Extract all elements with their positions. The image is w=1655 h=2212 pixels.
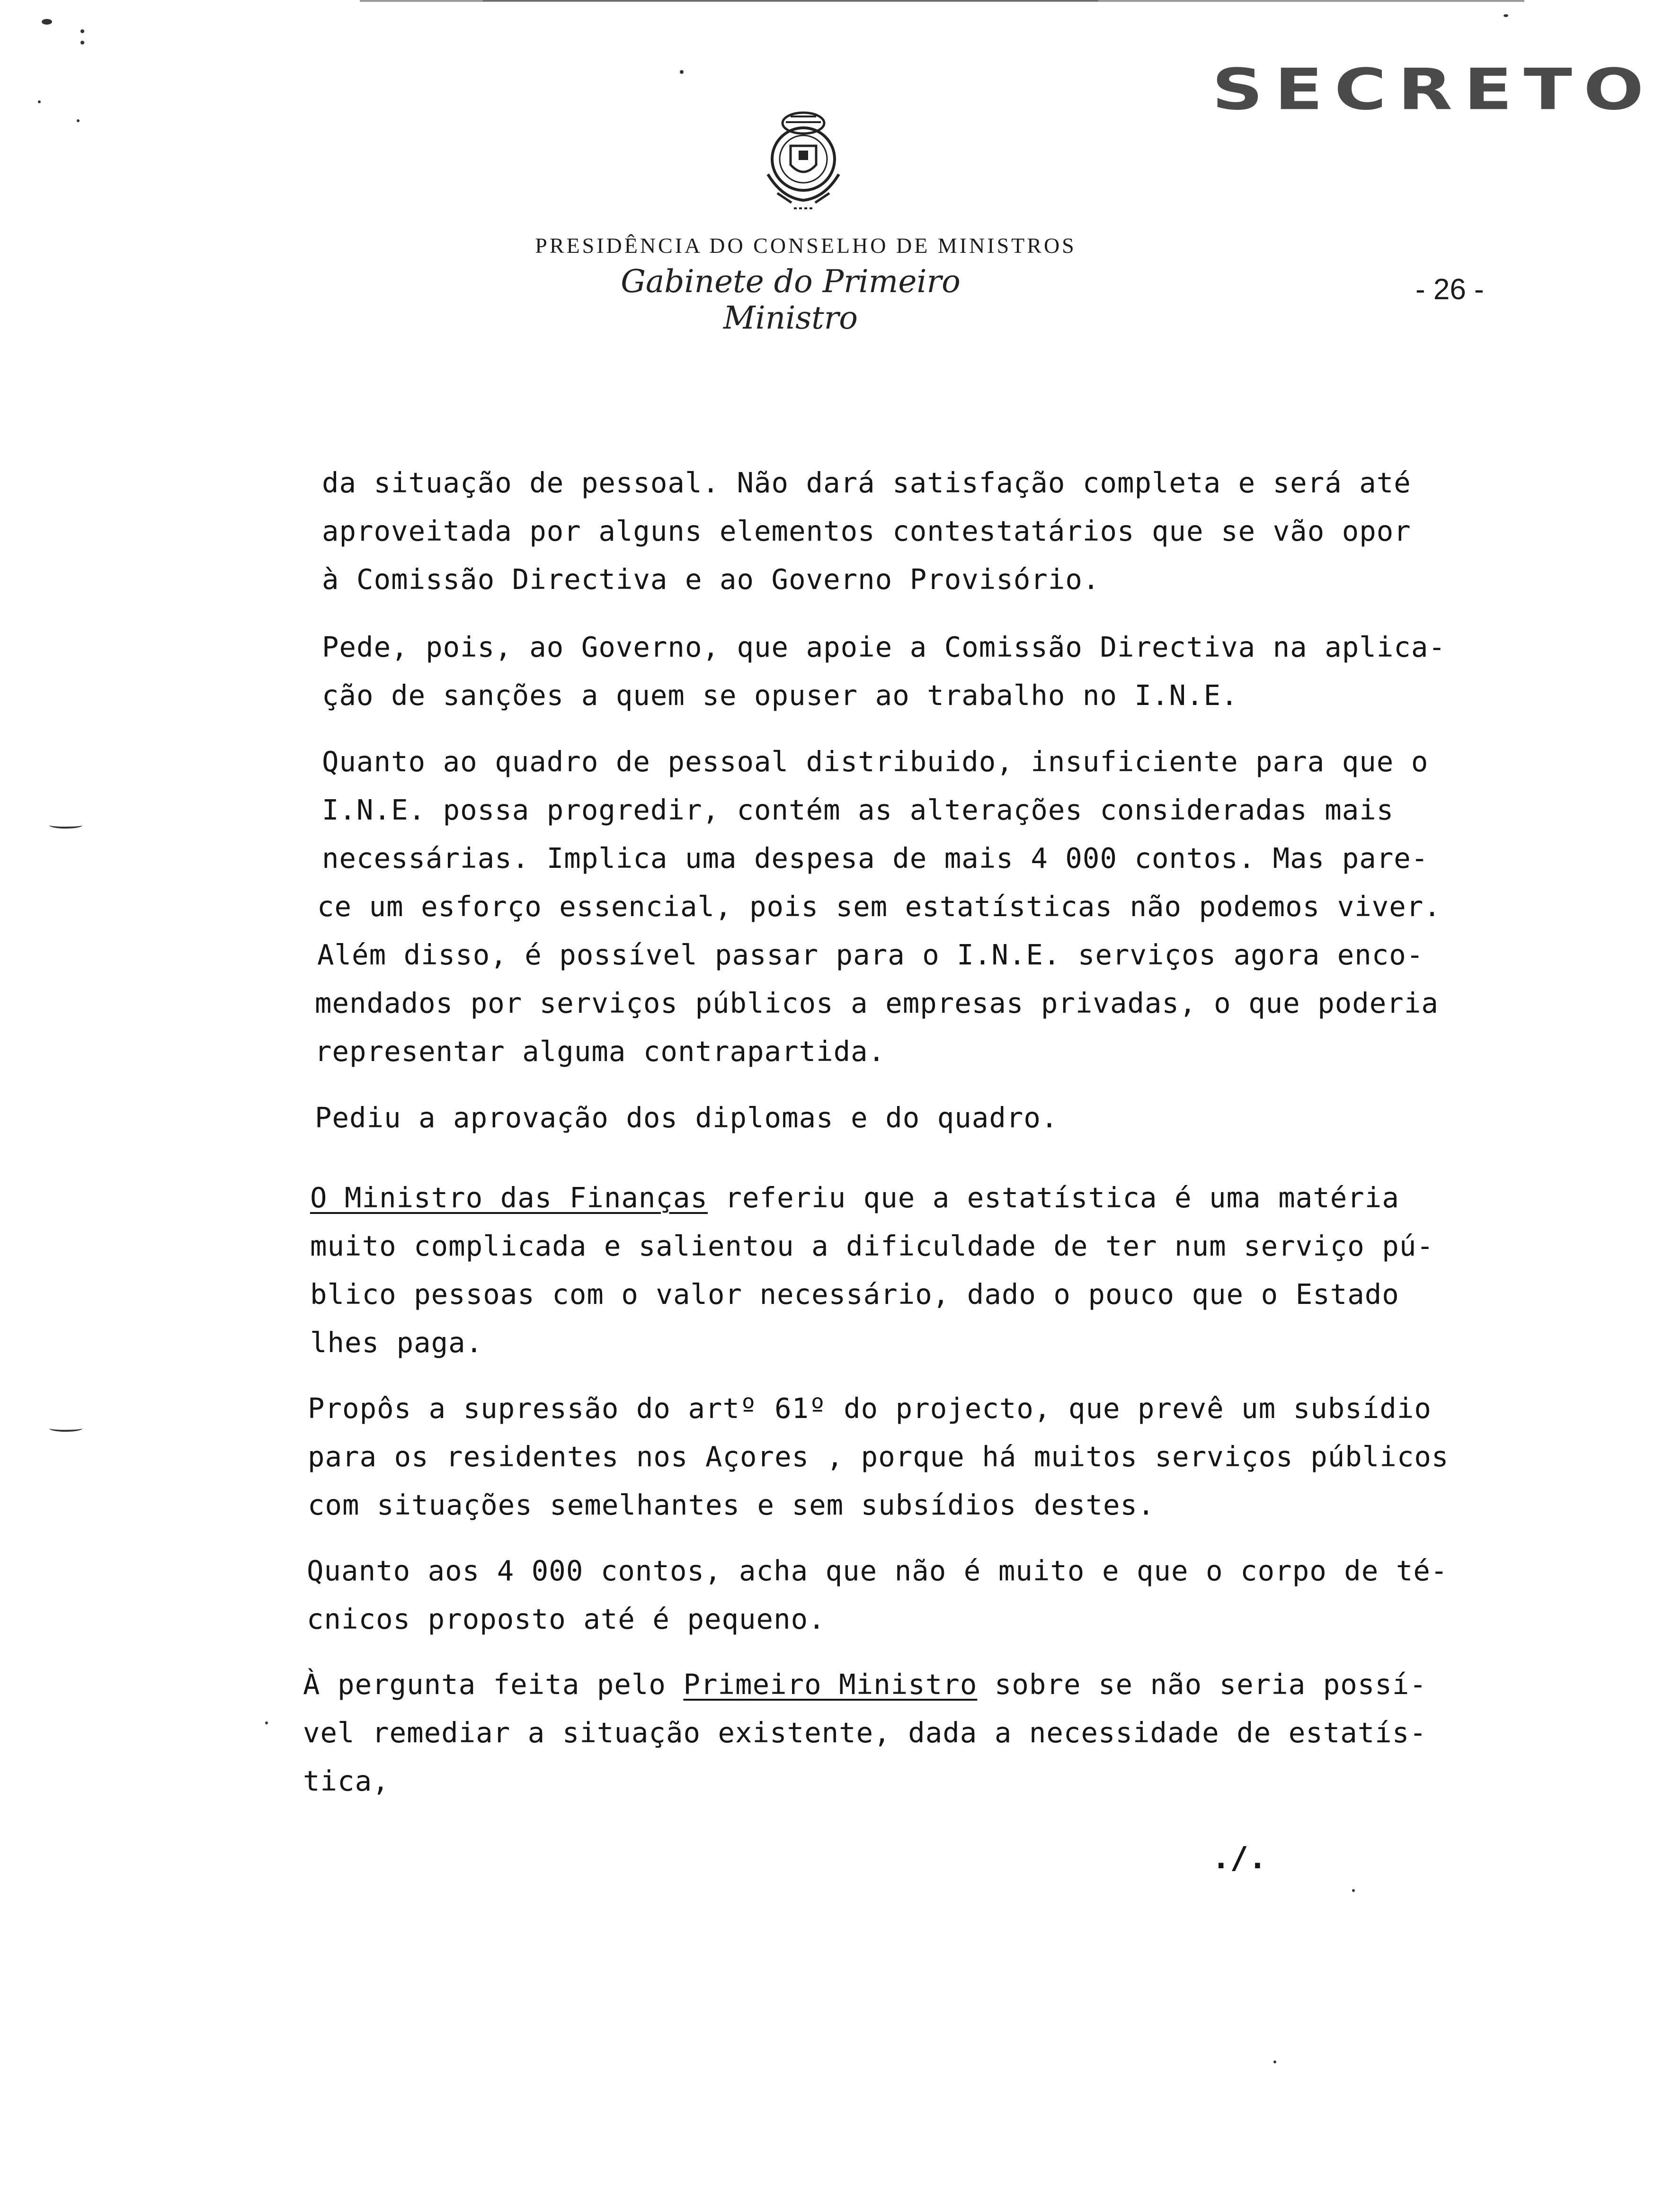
top-edge-line-dark — [483, 0, 1098, 1]
text-line: Pediu a aprovação dos diplomas e do quadro. — [315, 1101, 1059, 1134]
scan-speck — [38, 100, 41, 103]
scan-speck — [80, 29, 84, 33]
text-line: Propôs a supressão do artº 61º do projecto, que prevê um subsídio — [308, 1392, 1432, 1425]
scan-speck — [1352, 1889, 1355, 1892]
finance-minister-name: O Ministro das Finanças — [310, 1181, 708, 1214]
text-line: Quanto ao quadro de pessoal distribuido, insuficiente para que o — [322, 745, 1429, 778]
text-line: tica, — [303, 1765, 390, 1797]
scan-speck — [77, 119, 80, 122]
text-line: com situações semelhantes e sem subsídios destes. — [308, 1489, 1155, 1521]
text-line: para os residentes nos Açores , porque há muitos serviços públicos — [308, 1440, 1449, 1473]
text-line: aproveitada por alguns elementos contestatários que se vão opor — [322, 515, 1411, 547]
text-line: muito complicada e salientou a dificuldade de ter num serviço pú- — [310, 1230, 1434, 1262]
text-line: vel remediar a situação existente, dada a necessidade de estatís- — [303, 1716, 1427, 1749]
classification-stamp: SECRETO — [1212, 57, 1655, 123]
speaker-prime-minister — [303, 1668, 1427, 1701]
text-line: mendados por serviços públicos a empresas privadas, o que poderia — [315, 987, 1439, 1019]
scan-speck — [265, 1721, 268, 1724]
continuation-mark: ./. — [1212, 1841, 1267, 1876]
text-line: Além disso, é possível passar para o I.N.E. serviços agora enco- — [317, 938, 1424, 971]
organization-heading: PRESIDÊNCIA DO CONSELHO DE MINISTROS — [535, 233, 1077, 258]
text-line: lhes paga. — [310, 1326, 483, 1359]
punch-mark — [49, 1425, 82, 1432]
scan-speck — [1273, 2060, 1276, 2063]
text-line: Pede, pois, ao Governo, que apoie a Comissão Directiva na aplica- — [322, 631, 1446, 663]
text-line: sobre se não seria possí- — [994, 1668, 1427, 1701]
scan-speck — [1504, 14, 1508, 17]
speaker-finance-minister — [310, 1181, 1399, 1214]
prime-minister-name: Primeiro Ministro — [683, 1668, 978, 1701]
text-line: ção de sanções a quem se opuser ao trabalho no I.N.E. — [322, 679, 1238, 712]
text-line: I.N.E. possa progredir, contém as alterações consideradas mais — [322, 794, 1394, 826]
scan-speck — [680, 70, 684, 74]
text-line: Quanto aos 4 000 contos, acha que não é muito e que o corpo de té- — [307, 1554, 1448, 1587]
text-line: cnicos proposto até é pequeno. — [307, 1603, 826, 1635]
scan-speck — [80, 41, 84, 45]
text-line: necessárias. Implica uma despesa de mais 4 000 contos. Mas pare- — [322, 842, 1429, 874]
cabinet-signature-line: Gabinete do Primeiro Ministro — [621, 263, 961, 336]
text-line: blico pessoas com o valor necessário, dado o pouco que o Estado — [310, 1278, 1399, 1311]
text-line: À pergunta feita pelo — [303, 1668, 666, 1701]
text-line: ce um esforço essencial, pois sem estatísticas não podemos viver. — [317, 890, 1441, 923]
text-line: da situação de pessoal. Não dará satisfação completa e será até — [322, 466, 1411, 499]
text-line: referiu que a estatística é uma matéria — [725, 1181, 1399, 1214]
text-line: à Comissão Directiva e ao Governo Provisório. — [322, 563, 1100, 596]
text-line: representar alguma contrapartida. — [315, 1035, 886, 1068]
coat-of-arms-icon — [749, 103, 858, 217]
page-number: - 26 - — [1415, 273, 1484, 306]
scan-speck — [42, 19, 52, 25]
punch-mark — [49, 822, 82, 829]
